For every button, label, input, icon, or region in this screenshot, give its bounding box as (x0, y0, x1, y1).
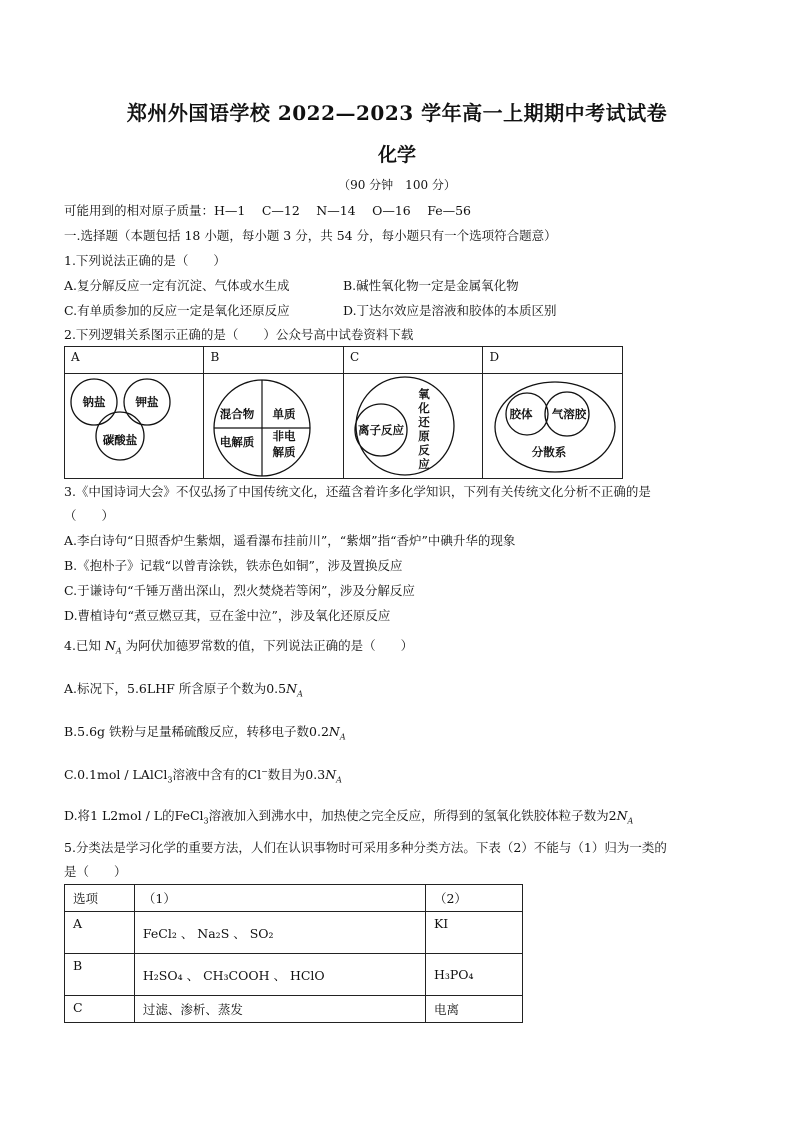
q2-header-c: C (343, 347, 483, 374)
label-mixture: 混合物 (220, 407, 255, 421)
q1-option-a: A.复分解反应一定有沉淀、气体或水生成 (64, 278, 290, 293)
q4c-conc: 0.1mol / LAlCl (77, 767, 168, 782)
venn-dispersions (483, 374, 622, 478)
q4a-na: N (286, 681, 298, 696)
q5-row-a-col1: FeCl₂ 、 Na₂S 、 SO₂ (134, 912, 425, 954)
q1-option-d: D.丁达尔效应是溶液和胶体的本质区别 (343, 303, 557, 318)
q5-row-c-col1: 过滤、渗析、蒸发 (134, 996, 425, 1023)
q2-header-a: A (65, 347, 204, 374)
q4d-na: N (616, 808, 628, 823)
q2-stem: 2.下列逻辑关系图示正确的是（ ）公众号高中试卷资料下载 (64, 327, 414, 342)
q4b-value: 0.2 (309, 724, 329, 739)
label-redox-3: 还 (418, 415, 430, 429)
na-letter: N (104, 638, 116, 653)
label-redox-5: 反 (418, 443, 430, 457)
q4c-prefix: C. (64, 767, 78, 782)
table-row (65, 912, 523, 954)
q5-table (64, 884, 523, 1023)
q4d-conc: 1 L2mol / L (90, 808, 163, 823)
q4-option-b (64, 722, 346, 742)
q4-stem-pre: 4.已知 (64, 638, 101, 653)
q1-option-b: B.碱性氧化物一定是金属氧化物 (343, 278, 519, 293)
q4d-sub: 3 (203, 816, 209, 826)
q2-header-d: D (483, 347, 623, 374)
q5-header-1: （1） (134, 885, 425, 912)
q4c-value: 0.3 (305, 767, 326, 782)
na-symbol (104, 638, 122, 656)
circle-quadrants (204, 374, 343, 478)
q3-option-c: C.于谦诗句“千锤万凿出深山，烈火焚烧若等闲”，涉及分解反应 (64, 583, 415, 598)
label-dispersion: 分散系 (532, 445, 567, 459)
q4b-na: N (328, 724, 340, 739)
label-potassium-salt: 钾盐 (135, 395, 159, 409)
label-electrolyte: 电解质 (220, 435, 255, 449)
q4b-text: B.5.6g 铁粉与足量稀硫酸反应，转移电子数 (64, 724, 310, 739)
label-redox-6: 应 (418, 457, 430, 471)
label-nonelectrolyte-2: 解质 (272, 445, 296, 459)
q4-option-a (64, 679, 303, 699)
table-row (65, 996, 523, 1023)
q4d-mid: 的 (162, 808, 175, 823)
q2-diagram-table (64, 346, 623, 479)
q5-stem: 5.分类法是学习化学的重要方法，人们在认识事物时可采用多种分类方法。下表（2）不能与（1）归为一类的 (64, 840, 667, 855)
subject-title: 化学 (377, 144, 416, 166)
label-sodium-salt: 钠盐 (82, 395, 106, 409)
q4d-value: 2 (608, 808, 617, 823)
q4d-salt: FeCl (174, 808, 204, 823)
q4-stem-post: 为阿伏加德罗常数的值，下列说法正确的是（ ） (125, 638, 414, 653)
atomic-masses: 可能用到的相对原子质量：H—1 C—12 N—14 O—16 Fe—56 (64, 203, 472, 218)
venn-salts (65, 374, 204, 478)
q4c-mid2: 数目为 (267, 767, 306, 782)
q5-row-a-opt: A (65, 912, 135, 954)
q5-header-2: （2） (425, 885, 522, 912)
q4a-value: 0.5 (266, 681, 287, 696)
q4c-sub: 3 (167, 775, 173, 785)
label-redox-1: 氧 (418, 387, 430, 401)
label-redox-4: 原 (418, 429, 430, 443)
q3-stem-cont: （ ） (64, 508, 115, 523)
q5-row-c-col2: 电离 (425, 996, 522, 1023)
q4a-text: A.标况下，5.6LHF 所含原子个数为 (64, 681, 267, 696)
q1-option-c: C.有单质参加的反应一定是氧化还原反应 (64, 303, 290, 318)
na-sub: A (115, 646, 122, 656)
q4b-na-sub: A (339, 732, 346, 742)
exam-title: 郑州外国语学校 2022—2023 学年高一上期期中考试试卷 (126, 101, 668, 125)
q4c-ion: Cl (247, 767, 262, 782)
table-row (65, 954, 523, 996)
q3-option-d: D.曹植诗句“煮豆燃豆萁，豆在釜中泣”，涉及氧化还原反应 (64, 608, 391, 623)
q4c-sup: − (261, 766, 268, 776)
q5-row-c-opt: C (65, 996, 135, 1023)
q2-header-b: B (204, 347, 343, 374)
q5-row-b-opt: B (65, 954, 135, 996)
label-element: 单质 (272, 407, 296, 421)
q4-stem (64, 636, 413, 656)
q4d-post: 溶液加入到沸水中，加热使之完全反应，所得到的氢氧化铁胶体粒子数为 (208, 808, 609, 823)
q5-row-b-col2: H₃PO₄ (425, 954, 522, 996)
q4a-na-sub: A (297, 689, 303, 699)
q2-diagram-a (65, 374, 204, 479)
q5-stem-cont: 是（ ） (64, 864, 127, 879)
q5-row-a-col2: KI (425, 912, 522, 954)
q4-option-c (64, 765, 342, 785)
q4c-na-sub: A (336, 775, 342, 785)
q3-stem: 3.《中国诗词大会》不仅弘扬了中国传统文化，还蕴含着许多化学知识，下列有关传统文化分析不正确的是 (64, 484, 651, 499)
venn-reactions (344, 374, 483, 478)
q5-row-b-col1: H₂SO₄ 、 CH₃COOH 、 HClO (134, 954, 425, 996)
label-ionic-reaction: 离子反应 (357, 423, 404, 437)
label-aerosol: 气溶胶 (552, 407, 587, 421)
q2-diagram-d (483, 374, 623, 479)
q2-diagram-b (204, 374, 343, 479)
q1-stem: 1.下列说法正确的是（ ） (64, 253, 226, 268)
q4d-prefix: D.将 (64, 808, 91, 823)
time-score: （90 分钟 100 分） (338, 178, 456, 192)
q4-option-d (64, 806, 633, 826)
q3-option-a: A.李白诗句“日照香炉生紫烟，遥看瀑布挂前川”，“紫烟”指“香炉”中碘升华的现象 (64, 533, 516, 548)
q3-option-b: B.《抱朴子》记载“以曾青涂铁，铁赤色如铜”，涉及置换反应 (64, 558, 403, 573)
q2-diagram-c (343, 374, 483, 479)
q4c-mid: 溶液中含有的 (172, 767, 248, 782)
label-nonelectrolyte-1: 非电 (272, 429, 296, 443)
q4d-na-sub: A (627, 816, 634, 826)
section-heading: 一.选择题（本题包括 18 小题，每小题 3 分，共 54 分，每小题只有一个选项符合题意） (64, 228, 557, 243)
q4c-na: N (325, 767, 337, 782)
label-carbonate: 碳酸盐 (102, 433, 138, 447)
label-colloid: 胶体 (509, 407, 533, 421)
q5-header-option: 选项 (65, 885, 135, 912)
label-redox-2: 化 (418, 401, 430, 415)
